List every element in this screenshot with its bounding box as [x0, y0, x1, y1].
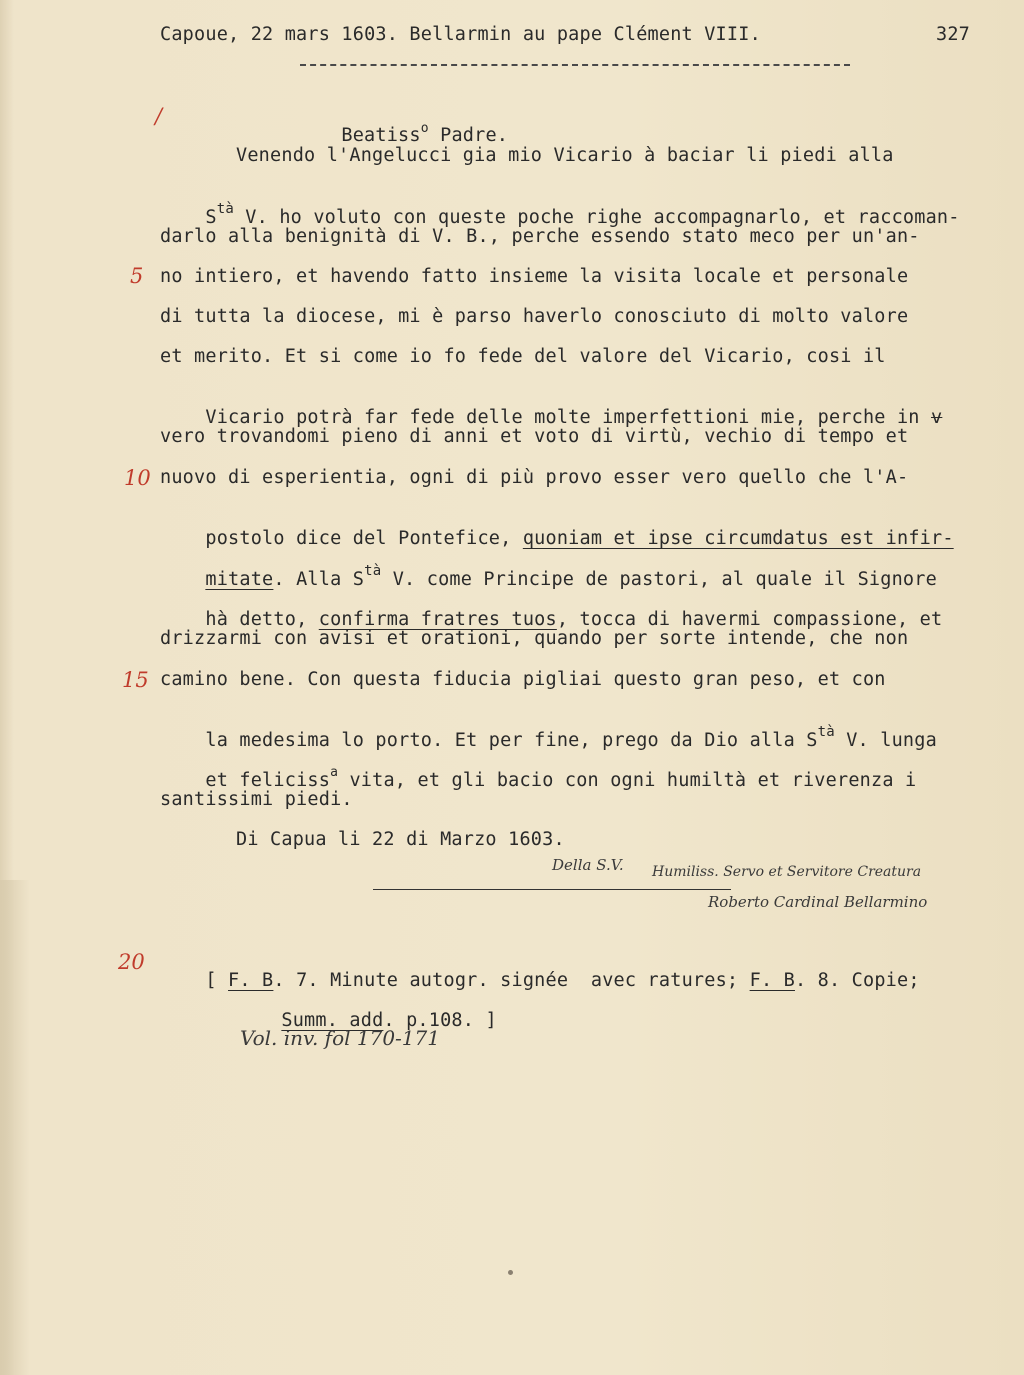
letter-line-8: vero trovandomi pieno di anni et voto di virtù, vechio di tempo et [160, 426, 909, 447]
footnote-summ: Summ. add [281, 1010, 384, 1031]
letter-line-3: darlo alla benignità di V. B., perche essendo stato meco per un'an- [160, 226, 920, 247]
letter-line-13: drizzarmi con avisi et orationi, quando per sorte intende, che non [160, 628, 909, 649]
letter-line-12-b: , tocca di havermi compassione, et [556, 609, 943, 630]
letter-line-6: et merito. Et si come io fo fede del valore del Vicario, cosi il [160, 346, 886, 367]
letter-line-16-a: et feliciss [205, 770, 331, 791]
salutation-text-b: Padre. [428, 125, 509, 146]
latin-quote-2-underlined: confirma fratres tuos [318, 609, 557, 630]
footnote-text-1: . 7. Minute autogr. signée avec ratures; [273, 970, 750, 991]
struck-letter: v [931, 407, 943, 428]
footnote-fb-2: F. B [749, 970, 795, 991]
latin-quote-underlined-cont: mitate [205, 569, 274, 590]
latin-quote-underlined: quoniam et ipse circumdatus est infir- [522, 528, 954, 549]
margin-number-5: 5 [130, 264, 144, 288]
running-title: Capoue, 22 mars 1603. Bellarmin au pape Clément VIII. [160, 24, 761, 45]
letter-line-4: no intiero, et havendo fatto insieme la visita locale et personale [160, 266, 909, 287]
signature-servant-line: Humiliss. Servo et Servitore Creatura [652, 864, 922, 880]
footnote-fb-1: F. B [228, 970, 274, 991]
paper-speck [508, 1270, 513, 1275]
letter-line-17: santissimi piedi. [160, 789, 353, 810]
footnote-text-3: . p.108. ] [383, 1010, 497, 1031]
salutation-text-a: Beatiss [341, 125, 421, 146]
letter-line-9: nuovo di esperientia, ogni di più provo esser vero quello che l'A- [160, 467, 909, 488]
letter-line-11-b: V. come Principe de pastori, al quale il Signore [381, 569, 937, 590]
letter-line-2-sup: tà [216, 201, 234, 217]
signature-name: Roberto Cardinal Bellarmino [708, 893, 928, 911]
margin-number-20: 20 [118, 950, 145, 974]
letter-line-5: di tutta la diocese, mi è parso haverlo conosciuto di molto valore [160, 306, 909, 327]
letter-line-7-text: Vicario potrà far fede delle molte imperfettioni mie, perche in [205, 407, 931, 428]
letter-line-16-sup: a [330, 765, 339, 780]
margin-mark-1: / [155, 104, 163, 128]
footnote-bracket: [ [205, 970, 229, 991]
header-rule [300, 64, 850, 66]
handwritten-volume-note: Vol. inv. fol 170-171 [240, 1026, 440, 1050]
letter-line-14: camino bene. Con questa fiducia pigliai questo gran peso, et con [160, 669, 886, 690]
letter-line-16-b: vita, et gli bacio con ogni humiltà et riverenza i [338, 770, 917, 791]
margin-number-10: 10 [124, 466, 151, 490]
letter-line-10-a: postolo dice del Pontefice, [205, 528, 523, 549]
margin-number-15: 15 [122, 668, 149, 692]
letter-line-15-a: la medesima lo porto. Et per fine, prego da Dio alla S [205, 730, 818, 751]
signature-rule [373, 889, 731, 890]
footnote-text-2: . 8. Copie; [794, 970, 920, 991]
dateline: Di Capua li 22 di Marzo 1603. [236, 829, 565, 850]
page-edge-shadow [0, 880, 30, 1375]
page-number: 327 [936, 24, 971, 45]
letter-line-11-a: . Alla S [273, 569, 365, 590]
letter-line-2-a: S [205, 207, 217, 228]
letter-line-15-b: V. lunga [834, 730, 937, 751]
letter-line-2-b: V. ho voluto con queste poche righe accompagnarlo, et raccoman- [233, 207, 960, 228]
salutation-superscript: o [420, 121, 429, 136]
letter-line-11-sup: tà [364, 563, 382, 579]
letter-line-12-a: hà detto, [205, 609, 319, 630]
letter-line-1: Venendo l'Angelucci gia mio Vicario à baciar li piedi alla [236, 145, 894, 166]
letter-line-15-sup: tà [817, 724, 835, 740]
signature-della-sv: Della S.V. [552, 856, 624, 874]
